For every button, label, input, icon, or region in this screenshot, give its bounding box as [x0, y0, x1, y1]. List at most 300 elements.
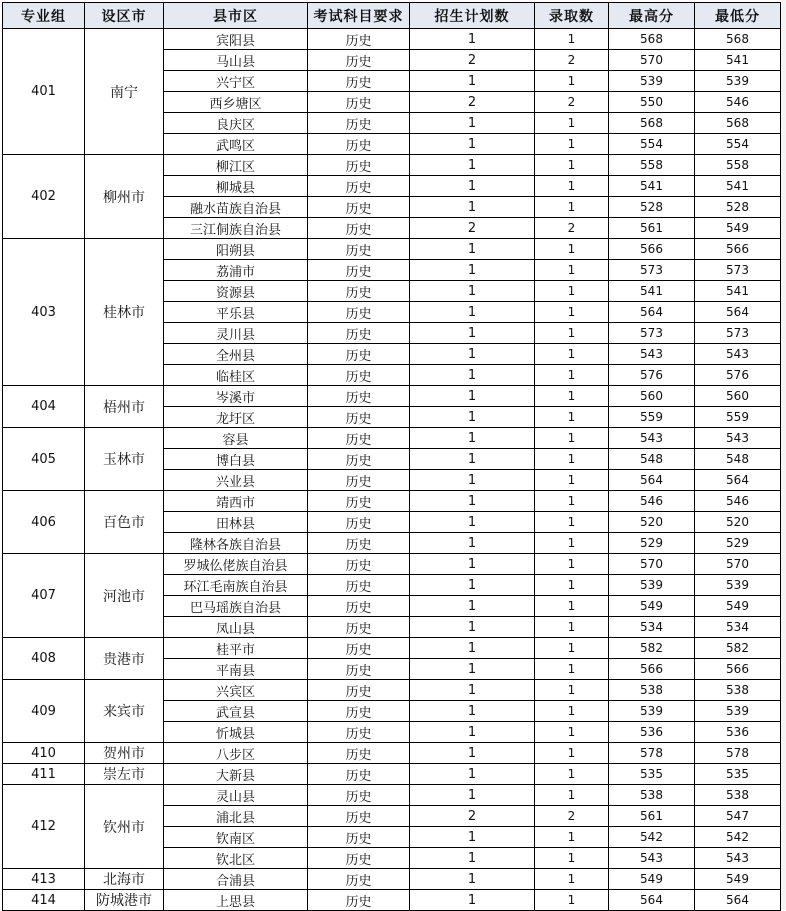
city-cell: 河池市 — [85, 554, 164, 638]
min-score-cell: 542 — [695, 827, 781, 848]
plan-cell: 1 — [410, 659, 535, 680]
admitted-cell: 1 — [535, 407, 609, 428]
plan-cell: 1 — [410, 134, 535, 155]
min-score-cell: 547 — [695, 806, 781, 827]
max-score-cell: 542 — [609, 827, 695, 848]
sheet-edge — [781, 0, 786, 910]
plan-cell: 1 — [410, 323, 535, 344]
max-score-cell: 535 — [609, 764, 695, 785]
county-cell: 钦南区 — [164, 827, 308, 848]
max-score-cell: 546 — [609, 491, 695, 512]
city-cell: 来宾市 — [85, 680, 164, 743]
county-cell: 田林县 — [164, 512, 308, 533]
county-cell: 武宣县 — [164, 701, 308, 722]
min-score-cell: 543 — [695, 848, 781, 869]
admitted-cell: 2 — [535, 92, 609, 113]
admitted-cell: 1 — [535, 428, 609, 449]
min-score-cell: 549 — [695, 869, 781, 890]
subject-cell: 历史 — [308, 764, 410, 785]
admitted-cell: 1 — [535, 155, 609, 176]
min-score-cell: 546 — [695, 491, 781, 512]
subject-cell: 历史 — [308, 155, 410, 176]
max-score-cell: 564 — [609, 470, 695, 491]
county-cell: 博白县 — [164, 449, 308, 470]
group-cell: 412 — [3, 785, 85, 869]
min-score-cell: 573 — [695, 323, 781, 344]
header-row — [3, 3, 781, 29]
county-cell: 平乐县 — [164, 302, 308, 323]
admitted-cell: 1 — [535, 701, 609, 722]
max-score-cell: 566 — [609, 659, 695, 680]
min-score-cell: 573 — [695, 260, 781, 281]
header-group: 专业组 — [3, 3, 85, 29]
max-score-cell: 573 — [609, 323, 695, 344]
min-score-cell: 529 — [695, 533, 781, 554]
plan-cell: 1 — [410, 743, 535, 764]
max-score-cell: 559 — [609, 407, 695, 428]
max-score-cell: 543 — [609, 848, 695, 869]
max-score-cell: 548 — [609, 449, 695, 470]
admitted-cell: 2 — [535, 50, 609, 71]
subject-cell: 历史 — [308, 806, 410, 827]
plan-cell: 1 — [410, 449, 535, 470]
county-cell: 兴业县 — [164, 470, 308, 491]
min-score-cell: 534 — [695, 617, 781, 638]
subject-cell: 历史 — [308, 848, 410, 869]
county-cell: 钦北区 — [164, 848, 308, 869]
admitted-cell: 1 — [535, 365, 609, 386]
city-cell: 百色市 — [85, 491, 164, 554]
subject-cell: 历史 — [308, 92, 410, 113]
county-cell: 忻城县 — [164, 722, 308, 743]
plan-cell: 2 — [410, 218, 535, 239]
min-score-cell: 566 — [695, 239, 781, 260]
subject-cell: 历史 — [308, 533, 410, 554]
admitted-cell: 1 — [535, 176, 609, 197]
min-score-cell: 548 — [695, 449, 781, 470]
group-cell: 404 — [3, 386, 85, 428]
county-cell: 容县 — [164, 428, 308, 449]
subject-cell: 历史 — [308, 71, 410, 92]
max-score-cell: 529 — [609, 533, 695, 554]
subject-cell: 历史 — [308, 281, 410, 302]
county-cell: 融水苗族自治县 — [164, 197, 308, 218]
city-cell: 桂林市 — [85, 239, 164, 386]
county-cell: 罗城仫佬族自治县 — [164, 554, 308, 575]
max-score-cell: 549 — [609, 869, 695, 890]
max-score-cell: 576 — [609, 365, 695, 386]
table-row — [3, 155, 781, 176]
admitted-cell: 1 — [535, 71, 609, 92]
min-score-cell: 541 — [695, 176, 781, 197]
min-score-cell: 546 — [695, 92, 781, 113]
admitted-cell: 1 — [535, 743, 609, 764]
max-score-cell: 538 — [609, 785, 695, 806]
group-cell: 402 — [3, 155, 85, 239]
admitted-cell: 1 — [535, 722, 609, 743]
admitted-cell: 1 — [535, 869, 609, 890]
admitted-cell: 1 — [535, 239, 609, 260]
county-cell: 阳朔县 — [164, 239, 308, 260]
subject-cell: 历史 — [308, 701, 410, 722]
admitted-cell: 1 — [535, 344, 609, 365]
admitted-cell: 1 — [535, 638, 609, 659]
table-row — [3, 29, 781, 50]
county-cell: 良庆区 — [164, 113, 308, 134]
plan-cell: 1 — [410, 869, 535, 890]
subject-cell: 历史 — [308, 491, 410, 512]
plan-cell: 1 — [410, 386, 535, 407]
county-cell: 龙圩区 — [164, 407, 308, 428]
city-cell: 柳州市 — [85, 155, 164, 239]
subject-cell: 历史 — [308, 575, 410, 596]
plan-cell: 2 — [410, 806, 535, 827]
max-score-cell: 582 — [609, 638, 695, 659]
table-row — [3, 239, 781, 260]
admitted-cell: 1 — [535, 386, 609, 407]
subject-cell: 历史 — [308, 512, 410, 533]
min-score-cell: 576 — [695, 365, 781, 386]
admitted-cell: 1 — [535, 659, 609, 680]
plan-cell: 2 — [410, 50, 535, 71]
county-cell: 武鸣区 — [164, 134, 308, 155]
subject-cell: 历史 — [308, 449, 410, 470]
plan-cell: 2 — [410, 92, 535, 113]
group-cell: 403 — [3, 239, 85, 386]
admitted-cell: 1 — [535, 281, 609, 302]
subject-cell: 历史 — [308, 260, 410, 281]
county-cell: 桂平市 — [164, 638, 308, 659]
min-score-cell: 538 — [695, 680, 781, 701]
min-score-cell: 570 — [695, 554, 781, 575]
admitted-cell: 1 — [535, 848, 609, 869]
admission-table — [2, 2, 781, 911]
max-score-cell: 539 — [609, 701, 695, 722]
city-cell: 防城港市 — [85, 890, 164, 911]
county-cell: 宾阳县 — [164, 29, 308, 50]
county-cell: 平南县 — [164, 659, 308, 680]
subject-cell: 历史 — [308, 827, 410, 848]
county-cell: 岑溪市 — [164, 386, 308, 407]
plan-cell: 1 — [410, 113, 535, 134]
plan-cell: 1 — [410, 533, 535, 554]
min-score-cell: 535 — [695, 764, 781, 785]
plan-cell: 1 — [410, 239, 535, 260]
subject-cell: 历史 — [308, 890, 410, 911]
min-score-cell: 558 — [695, 155, 781, 176]
plan-cell: 1 — [410, 638, 535, 659]
subject-cell: 历史 — [308, 218, 410, 239]
subject-cell: 历史 — [308, 302, 410, 323]
max-score-cell: 568 — [609, 113, 695, 134]
county-cell: 八步区 — [164, 743, 308, 764]
county-cell: 荔浦市 — [164, 260, 308, 281]
admitted-cell: 1 — [535, 197, 609, 218]
admitted-cell: 1 — [535, 491, 609, 512]
plan-cell: 1 — [410, 407, 535, 428]
subject-cell: 历史 — [308, 113, 410, 134]
min-score-cell: 549 — [695, 596, 781, 617]
subject-cell: 历史 — [308, 869, 410, 890]
max-score-cell: 543 — [609, 428, 695, 449]
county-cell: 兴宾区 — [164, 680, 308, 701]
subject-cell: 历史 — [308, 50, 410, 71]
admitted-cell: 1 — [535, 134, 609, 155]
min-score-cell: 538 — [695, 785, 781, 806]
max-score-cell: 520 — [609, 512, 695, 533]
min-score-cell: 549 — [695, 218, 781, 239]
min-score-cell: 543 — [695, 344, 781, 365]
subject-cell: 历史 — [308, 365, 410, 386]
admitted-cell: 1 — [535, 617, 609, 638]
plan-cell: 1 — [410, 197, 535, 218]
group-cell: 408 — [3, 638, 85, 680]
county-cell: 资源县 — [164, 281, 308, 302]
max-score-cell: 549 — [609, 596, 695, 617]
admitted-cell: 1 — [535, 680, 609, 701]
min-score-cell: 539 — [695, 701, 781, 722]
admitted-cell: 1 — [535, 260, 609, 281]
county-cell: 灵川县 — [164, 323, 308, 344]
header-plan: 招生计划数 — [410, 3, 535, 29]
plan-cell: 1 — [410, 785, 535, 806]
plan-cell: 1 — [410, 617, 535, 638]
county-cell: 巴马瑶族自治县 — [164, 596, 308, 617]
max-score-cell: 561 — [609, 806, 695, 827]
subject-cell: 历史 — [308, 428, 410, 449]
max-score-cell: 539 — [609, 71, 695, 92]
plan-cell: 1 — [410, 890, 535, 911]
plan-cell: 1 — [410, 512, 535, 533]
max-score-cell: 570 — [609, 50, 695, 71]
admitted-cell: 1 — [535, 827, 609, 848]
city-cell: 钦州市 — [85, 785, 164, 869]
group-cell: 409 — [3, 680, 85, 743]
county-cell: 柳城县 — [164, 176, 308, 197]
max-score-cell: 536 — [609, 722, 695, 743]
plan-cell: 1 — [410, 764, 535, 785]
plan-cell: 1 — [410, 596, 535, 617]
max-score-cell: 566 — [609, 239, 695, 260]
min-score-cell: 520 — [695, 512, 781, 533]
min-score-cell: 582 — [695, 638, 781, 659]
max-score-cell: 570 — [609, 554, 695, 575]
plan-cell: 1 — [410, 71, 535, 92]
min-score-cell: 568 — [695, 29, 781, 50]
county-cell: 临桂区 — [164, 365, 308, 386]
group-cell: 410 — [3, 743, 85, 764]
county-cell: 合浦县 — [164, 869, 308, 890]
header-min-score: 最低分 — [695, 3, 781, 29]
min-score-cell: 559 — [695, 407, 781, 428]
admitted-cell: 1 — [535, 764, 609, 785]
group-cell: 414 — [3, 890, 85, 911]
admitted-cell: 1 — [535, 449, 609, 470]
table-body — [3, 29, 781, 911]
table-row — [3, 638, 781, 659]
min-score-cell: 539 — [695, 71, 781, 92]
plan-cell: 1 — [410, 176, 535, 197]
group-cell: 401 — [3, 29, 85, 155]
county-cell: 兴宁区 — [164, 71, 308, 92]
group-cell: 405 — [3, 428, 85, 491]
table-row — [3, 680, 781, 701]
min-score-cell: 539 — [695, 575, 781, 596]
min-score-cell: 543 — [695, 428, 781, 449]
min-score-cell: 541 — [695, 50, 781, 71]
county-cell: 上思县 — [164, 890, 308, 911]
table-row — [3, 491, 781, 512]
max-score-cell: 554 — [609, 134, 695, 155]
plan-cell: 1 — [410, 365, 535, 386]
max-score-cell: 541 — [609, 281, 695, 302]
header-city: 设区市 — [85, 3, 164, 29]
county-cell: 灵山县 — [164, 785, 308, 806]
max-score-cell: 528 — [609, 197, 695, 218]
plan-cell: 1 — [410, 281, 535, 302]
table-row — [3, 554, 781, 575]
plan-cell: 1 — [410, 428, 535, 449]
plan-cell: 1 — [410, 470, 535, 491]
city-cell: 贺州市 — [85, 743, 164, 764]
group-cell: 407 — [3, 554, 85, 638]
header-county: 县市区 — [164, 3, 308, 29]
plan-cell: 1 — [410, 344, 535, 365]
max-score-cell: 539 — [609, 575, 695, 596]
county-cell: 马山县 — [164, 50, 308, 71]
max-score-cell: 534 — [609, 617, 695, 638]
admitted-cell: 1 — [535, 533, 609, 554]
admitted-cell: 1 — [535, 470, 609, 491]
min-score-cell: 528 — [695, 197, 781, 218]
admitted-cell: 1 — [535, 323, 609, 344]
county-cell: 隆林各族自治县 — [164, 533, 308, 554]
min-score-cell: 554 — [695, 134, 781, 155]
plan-cell: 1 — [410, 155, 535, 176]
max-score-cell: 541 — [609, 176, 695, 197]
plan-cell: 1 — [410, 722, 535, 743]
city-cell: 梧州市 — [85, 386, 164, 428]
group-cell: 413 — [3, 869, 85, 890]
header-subject: 考试科目要求 — [308, 3, 410, 29]
city-cell: 崇左市 — [85, 764, 164, 785]
admitted-cell: 1 — [535, 302, 609, 323]
city-cell: 玉林市 — [85, 428, 164, 491]
subject-cell: 历史 — [308, 344, 410, 365]
subject-cell: 历史 — [308, 470, 410, 491]
max-score-cell: 543 — [609, 344, 695, 365]
subject-cell: 历史 — [308, 323, 410, 344]
city-cell: 贵港市 — [85, 638, 164, 680]
max-score-cell: 564 — [609, 890, 695, 911]
table-row — [3, 386, 781, 407]
min-score-cell: 568 — [695, 113, 781, 134]
county-cell: 靖西市 — [164, 491, 308, 512]
header-max-score: 最高分 — [609, 3, 695, 29]
group-cell: 411 — [3, 764, 85, 785]
subject-cell: 历史 — [308, 596, 410, 617]
admitted-cell: 1 — [535, 890, 609, 911]
table-row — [3, 428, 781, 449]
min-score-cell: 578 — [695, 743, 781, 764]
plan-cell: 1 — [410, 29, 535, 50]
admitted-cell: 1 — [535, 512, 609, 533]
subject-cell: 历史 — [308, 29, 410, 50]
max-score-cell: 538 — [609, 680, 695, 701]
subject-cell: 历史 — [308, 722, 410, 743]
max-score-cell: 560 — [609, 386, 695, 407]
county-cell: 环江毛南族自治县 — [164, 575, 308, 596]
max-score-cell: 564 — [609, 302, 695, 323]
min-score-cell: 560 — [695, 386, 781, 407]
county-cell: 三江侗族自治县 — [164, 218, 308, 239]
table-row — [3, 743, 781, 764]
subject-cell: 历史 — [308, 743, 410, 764]
county-cell: 西乡塘区 — [164, 92, 308, 113]
county-cell: 大新县 — [164, 764, 308, 785]
min-score-cell: 564 — [695, 890, 781, 911]
subject-cell: 历史 — [308, 407, 410, 428]
admitted-cell: 2 — [535, 806, 609, 827]
min-score-cell: 564 — [695, 470, 781, 491]
group-cell: 406 — [3, 491, 85, 554]
admitted-cell: 1 — [535, 575, 609, 596]
table-row — [3, 890, 781, 911]
min-score-cell: 564 — [695, 302, 781, 323]
min-score-cell: 541 — [695, 281, 781, 302]
plan-cell: 1 — [410, 491, 535, 512]
subject-cell: 历史 — [308, 680, 410, 701]
table-row — [3, 785, 781, 806]
header-admitted: 录取数 — [535, 3, 609, 29]
max-score-cell: 561 — [609, 218, 695, 239]
max-score-cell: 558 — [609, 155, 695, 176]
subject-cell: 历史 — [308, 386, 410, 407]
max-score-cell: 568 — [609, 29, 695, 50]
county-cell: 浦北县 — [164, 806, 308, 827]
city-cell: 南宁 — [85, 29, 164, 155]
plan-cell: 1 — [410, 575, 535, 596]
plan-cell: 1 — [410, 260, 535, 281]
admitted-cell: 1 — [535, 785, 609, 806]
county-cell: 全州县 — [164, 344, 308, 365]
admitted-cell: 1 — [535, 596, 609, 617]
county-cell: 柳江区 — [164, 155, 308, 176]
subject-cell: 历史 — [308, 197, 410, 218]
admitted-cell: 1 — [535, 113, 609, 134]
subject-cell: 历史 — [308, 785, 410, 806]
county-cell: 凤山县 — [164, 617, 308, 638]
admitted-cell: 1 — [535, 29, 609, 50]
admitted-cell: 2 — [535, 218, 609, 239]
plan-cell: 1 — [410, 680, 535, 701]
subject-cell: 历史 — [308, 659, 410, 680]
max-score-cell: 550 — [609, 92, 695, 113]
max-score-cell: 573 — [609, 260, 695, 281]
subject-cell: 历史 — [308, 134, 410, 155]
city-cell: 北海市 — [85, 869, 164, 890]
plan-cell: 1 — [410, 848, 535, 869]
plan-cell: 1 — [410, 827, 535, 848]
min-score-cell: 566 — [695, 659, 781, 680]
plan-cell: 1 — [410, 701, 535, 722]
min-score-cell: 536 — [695, 722, 781, 743]
subject-cell: 历史 — [308, 617, 410, 638]
plan-cell: 1 — [410, 302, 535, 323]
subject-cell: 历史 — [308, 239, 410, 260]
table-row — [3, 764, 781, 785]
table-row — [3, 869, 781, 890]
